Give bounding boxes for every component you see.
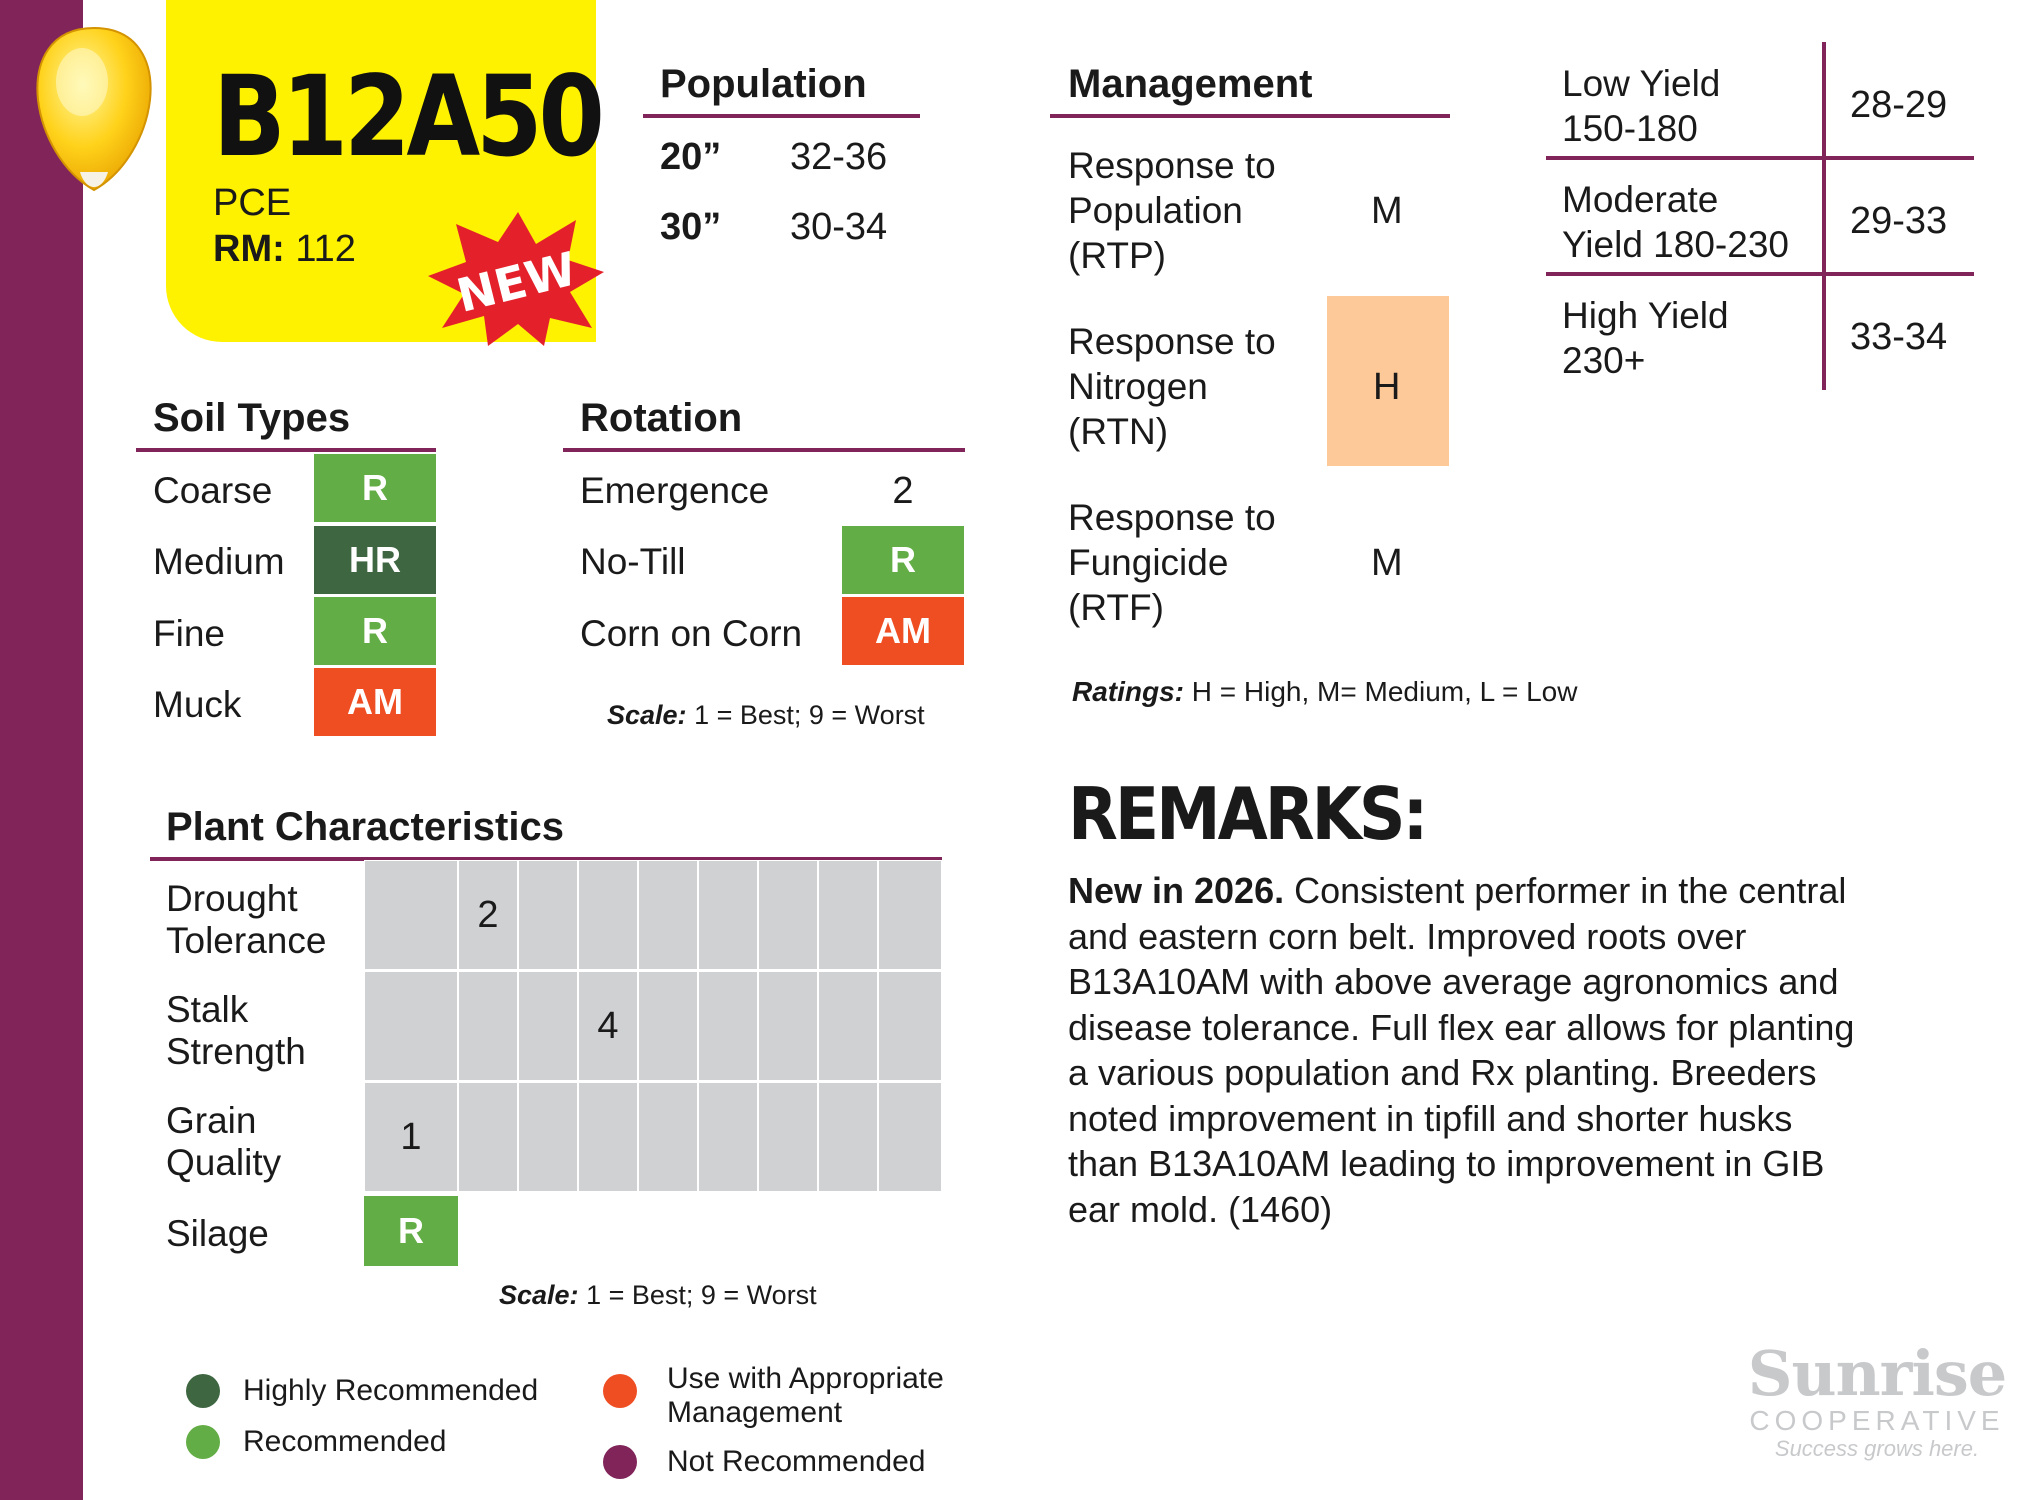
yield-high-value: 33-34	[1850, 316, 1948, 358]
legend-recommended-dot	[186, 1425, 220, 1459]
rotation-notill-rating: R	[842, 526, 964, 594]
rtp-rating: M	[1371, 190, 1403, 232]
brand-name: Sunrise	[1747, 1337, 2007, 1410]
soil-fine-label: Fine	[153, 613, 225, 654]
remarks-body: New in 2026. Consistent performer in the central and eastern corn belt. Improved roots over B13A10AM with above average agronomics and disease tolerance. Full flex ear allows for planting a various population and Rx planting. Breeders noted improvement in tipfill and shorter husks than B13A10AM leading to improvement in GIB ear mold. (1460)	[1068, 870, 1855, 1230]
rtn-label: Response to Nitrogen (RTN)	[1068, 321, 1276, 452]
yield-row-rule-1	[1546, 156, 1974, 160]
yield-table-divider	[1822, 42, 1826, 390]
soil-medium-label: Medium	[153, 541, 285, 582]
grid-cell	[364, 971, 458, 1081]
legend-not-recommended-label: Not Recommended	[667, 1445, 926, 1478]
soil-coarse-rating: R	[314, 454, 436, 522]
yield-moderate-label: Moderate Yield 180-230	[1562, 179, 1789, 265]
rtn-rating: H	[1373, 366, 1401, 408]
stalk-strength-label: Stalk Strength	[166, 989, 306, 1072]
rotation-corn-on-corn-rating: AM	[842, 597, 964, 665]
rtf-label: Response to Fungicide (RTF)	[1068, 497, 1276, 628]
silage-label: Silage	[166, 1213, 269, 1254]
remarks-lead: New in 2026.	[1068, 870, 1285, 911]
trait-label: PCE	[213, 182, 292, 224]
score-cell: 1	[364, 1082, 458, 1192]
score-cell: 2	[458, 860, 518, 970]
grid-cell	[758, 860, 818, 970]
management-rule	[1050, 114, 1450, 118]
grid-cell	[638, 971, 698, 1081]
remarks-title: REMARKS:	[1068, 772, 1426, 856]
rotation-scale-label: Scale:	[607, 700, 687, 730]
grid-cell	[698, 860, 758, 970]
grid-cell	[458, 1082, 518, 1192]
rtf-rating: M	[1371, 542, 1403, 584]
ratings-key	[1072, 676, 1577, 708]
yield-row-rule-2	[1546, 272, 1974, 276]
soil-muck-label: Muck	[153, 684, 242, 725]
rotation-title: Rotation	[580, 396, 743, 440]
soil-types-rule	[136, 448, 436, 452]
yield-high-label: High Yield 230+	[1562, 295, 1729, 381]
legend-appropriate-management-dot	[603, 1374, 637, 1408]
grid-cell	[518, 971, 578, 1081]
grid-cell	[818, 860, 878, 970]
rm-label: RM:	[213, 228, 285, 270]
soil-coarse-label: Coarse	[153, 470, 273, 511]
grain-quality-label: Grain Quality	[166, 1100, 282, 1183]
grid-cell	[578, 860, 638, 970]
grid-cell	[818, 971, 878, 1081]
soil-muck-rating: AM	[314, 668, 436, 736]
plant-characteristics-title: Plant Characteristics	[166, 805, 564, 849]
grid-cell	[638, 1082, 698, 1192]
population-value-30: 30-34	[790, 206, 888, 248]
legend-not-recommended-dot	[603, 1445, 637, 1479]
score-cell: 4	[578, 971, 638, 1081]
new-badge-label: NEW	[451, 241, 582, 323]
grid-cell	[698, 971, 758, 1081]
grid-cell	[818, 1082, 878, 1192]
grid-cell	[364, 860, 458, 970]
legend-highly-recommended-dot	[186, 1374, 220, 1408]
brand-sub: COOPERATIVE	[1749, 1405, 2005, 1436]
management-title: Management	[1068, 62, 1313, 106]
plant-scale-label: Scale:	[499, 1280, 579, 1310]
corn-kernel-icon	[30, 22, 158, 202]
population-spacing-30: 30”	[660, 206, 722, 248]
grid-cell	[698, 1082, 758, 1192]
product-name: B12A50	[213, 52, 601, 182]
grid-cell	[758, 971, 818, 1081]
plant-scale-text: 1 = Best; 9 = Worst	[586, 1280, 817, 1310]
silage-rating: R	[364, 1196, 458, 1266]
grid-cell	[578, 1082, 638, 1192]
legend-highly-recommended-label: Highly Recommended	[243, 1374, 539, 1407]
legend-appropriate-management-label: Use with Appropriate Management	[667, 1362, 944, 1429]
plant-characteristics-scale	[499, 1280, 817, 1311]
legend-recommended-label: Recommended	[243, 1425, 447, 1458]
grid-cell	[638, 860, 698, 970]
grid-cell	[758, 1082, 818, 1192]
soil-types-title: Soil Types	[153, 396, 351, 440]
grid-cell	[878, 1082, 942, 1192]
rotation-scale	[607, 700, 925, 731]
soil-medium-rating: HR	[314, 526, 436, 594]
population-spacing-20: 20”	[660, 136, 722, 178]
population-title: Population	[660, 62, 867, 106]
yield-low-value: 28-29	[1850, 84, 1948, 126]
rotation-rule	[563, 448, 965, 452]
yield-moderate-value: 29-33	[1850, 200, 1948, 242]
rotation-corn-on-corn-label: Corn on Corn	[580, 613, 803, 654]
relative-maturity	[213, 228, 356, 271]
rotation-emergence-rating: 2	[892, 470, 914, 512]
grid-cell	[878, 860, 942, 970]
rm-value: 112	[295, 228, 356, 270]
left-accent-band	[0, 0, 83, 1500]
drought-tolerance-label: Drought Tolerance	[166, 878, 327, 961]
new-badge-starburst	[426, 210, 606, 348]
soil-fine-rating: R	[314, 597, 436, 665]
yield-low-label: Low Yield 150-180	[1562, 63, 1721, 149]
sunrise-cooperative-logo	[1742, 1337, 2012, 1462]
grid-cell	[878, 971, 942, 1081]
rotation-notill-label: No-Till	[580, 541, 686, 582]
rotation-scale-text: 1 = Best; 9 = Worst	[694, 700, 925, 730]
ratings-key-text: H = High, M= Medium, L = Low	[1191, 676, 1578, 707]
grid-cell	[458, 971, 518, 1081]
rotation-emergence-label: Emergence	[580, 470, 770, 511]
brand-tagline: Success grows here.	[1774, 1436, 1980, 1461]
plant-characteristics-grid	[364, 860, 942, 1192]
ratings-key-label: Ratings:	[1072, 676, 1184, 707]
population-value-20: 32-36	[790, 136, 888, 178]
grid-cell	[518, 1082, 578, 1192]
population-rule	[643, 114, 920, 118]
grid-cell	[518, 860, 578, 970]
rtp-label: Response to Population (RTP)	[1068, 145, 1276, 276]
